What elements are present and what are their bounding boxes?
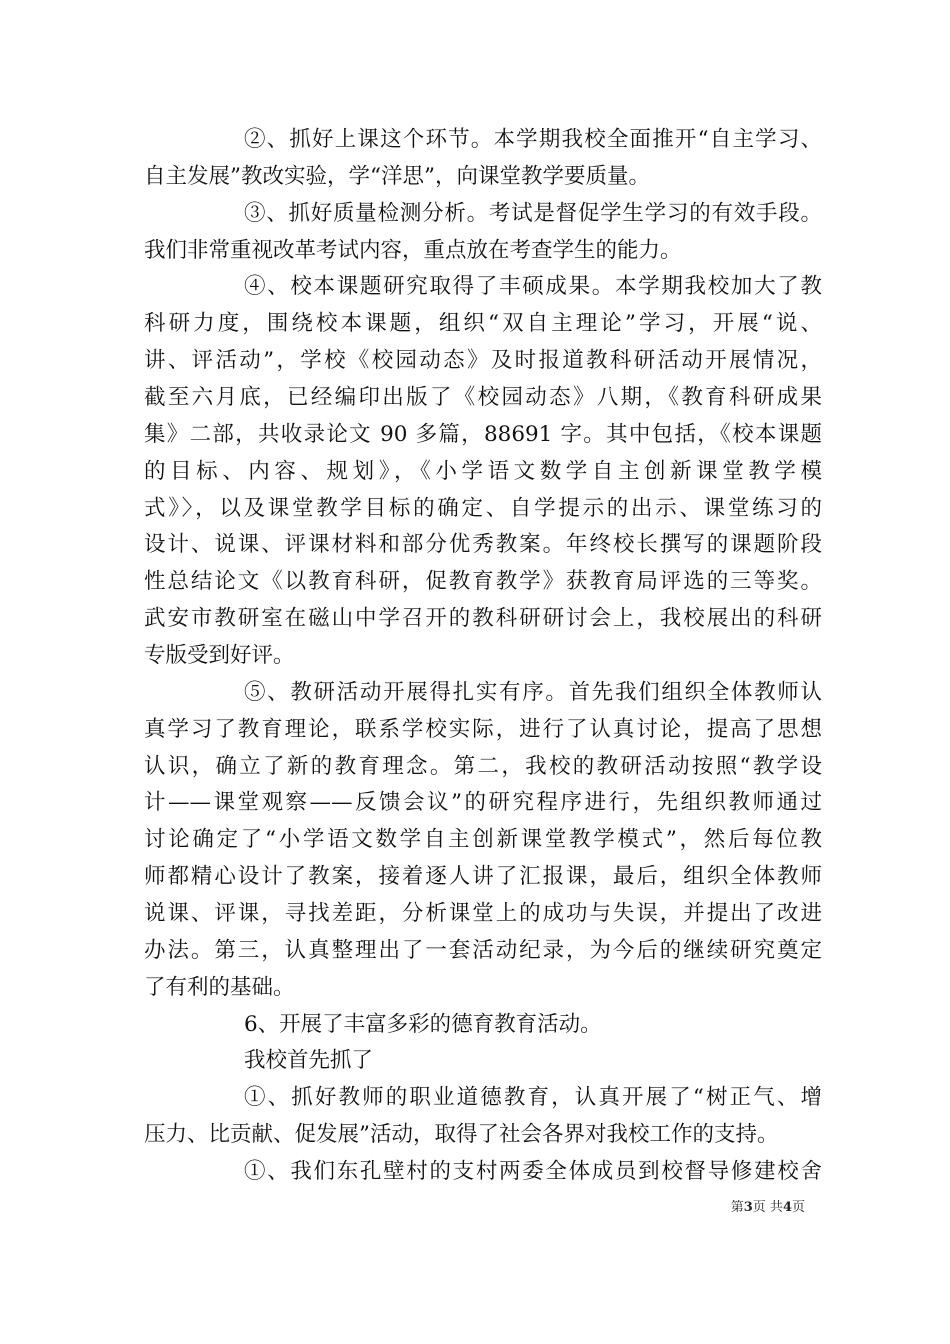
footer-suffix: 页 [791, 1200, 805, 1215]
footer-page-number: 3 [743, 1200, 753, 1215]
page-footer [731, 1196, 805, 1215]
text-line: 自主发展”教改实验，学“洋思”，向课堂教学要质量。 [144, 163, 650, 189]
text-line: ②、抓好上课这个环节。本学期我校全面推开“自主学习、 [244, 127, 822, 152]
text-line: 的目标、内容、规划》，《小学语文数学自主创新课堂教学模 [144, 458, 822, 484]
paragraph [144, 1007, 822, 1044]
paragraph [144, 675, 822, 1007]
text-line: 截至六月底，已经编印出版了《校园动态》八期，《教育科研成果 [144, 385, 822, 411]
paragraph [144, 196, 822, 270]
footer-total-pages: 4 [782, 1200, 792, 1215]
text-line: 专版受到好评。 [144, 643, 295, 669]
paragraph [144, 1080, 822, 1154]
text-line: ⑤、教研活动开展得扎实有序。首先我们组织全体教师认 [244, 679, 822, 705]
paragraph [144, 1154, 822, 1191]
text-line: 性总结论文《以教育科研，促教育教学》获教育局评选的三等奖。 [144, 569, 822, 595]
text-line: 我们非常重视改革考试内容，重点放在考查学生的能力。 [144, 237, 682, 263]
text-line: 办法。第三，认真整理出了一套活动纪录，为今后的继续研究奠定 [144, 937, 822, 963]
text-line: 计——课堂观察——反馈会议”的研究程序进行，先组织教师通过 [144, 790, 822, 816]
text-line: 压力、比贡献、促发展”活动，取得了社会各界对我校工作的支持。 [144, 1122, 779, 1148]
text-line: ①、我们东孔壁村的支村两委全体成员到校督导修建校舍 [244, 1159, 822, 1185]
paragraph [144, 269, 822, 674]
text-line: 集》二部，共收录论文 90 多篇，88691 字。其中包括，《校本课题 [144, 421, 822, 447]
text-line: 武安市教研室在磁山中学召开的教科研研讨会上，我校展出的科研 [144, 606, 822, 632]
text-line: ③、抓好质量检测分析。考试是督促学生学习的有效手段。 [244, 200, 822, 226]
text-line: 师都精心设计了教案，接着逐人讲了汇报课，最后，组织全体教师 [144, 864, 822, 890]
text-line: 真学习了教育理论，联系学校实际，进行了认真讨论，提高了思想 [144, 716, 822, 742]
text-line: 6、开展了丰富多彩的德育教育活动。 [244, 1011, 602, 1037]
document-body [144, 122, 822, 1191]
footer-mid: 页 共 [752, 1200, 783, 1215]
paragraph [144, 1043, 822, 1080]
text-line: 设计、说课、评课材料和部分优秀教案。年终校长撰写的课题阶段 [144, 532, 822, 558]
text-line: 讨论确定了“小学语文数学自主创新课堂教学模式”，然后每位教 [144, 827, 822, 853]
text-line: 认识，确立了新的教育理念。第二，我校的教研活动按照“教学设 [144, 753, 822, 779]
paragraph [144, 122, 822, 196]
text-line: 我校首先抓了 [244, 1048, 374, 1074]
text-line: ④、校本课题研究取得了丰硕成果。本学期我校加大了教 [244, 274, 822, 300]
text-line: 了有利的基础。 [144, 974, 295, 1000]
text-line: 讲、评活动”，学校《校园动态》及时报道教科研活动开展情况， [144, 348, 822, 374]
text-line: 式》〉，以及课堂教学目标的确定、自学提示的出示、课堂练习的 [144, 495, 822, 521]
text-line: 说课、评课，寻找差距，分析课堂上的成功与失误，并提出了改进 [144, 901, 822, 927]
text-line: 科研力度，围绕校本课题，组织“双自主理论”学习，开展“说、 [144, 311, 822, 337]
text-line: ①、抓好教师的职业道德教育，认真开展了“树正气、增 [244, 1085, 822, 1111]
footer-prefix: 第 [730, 1200, 744, 1215]
